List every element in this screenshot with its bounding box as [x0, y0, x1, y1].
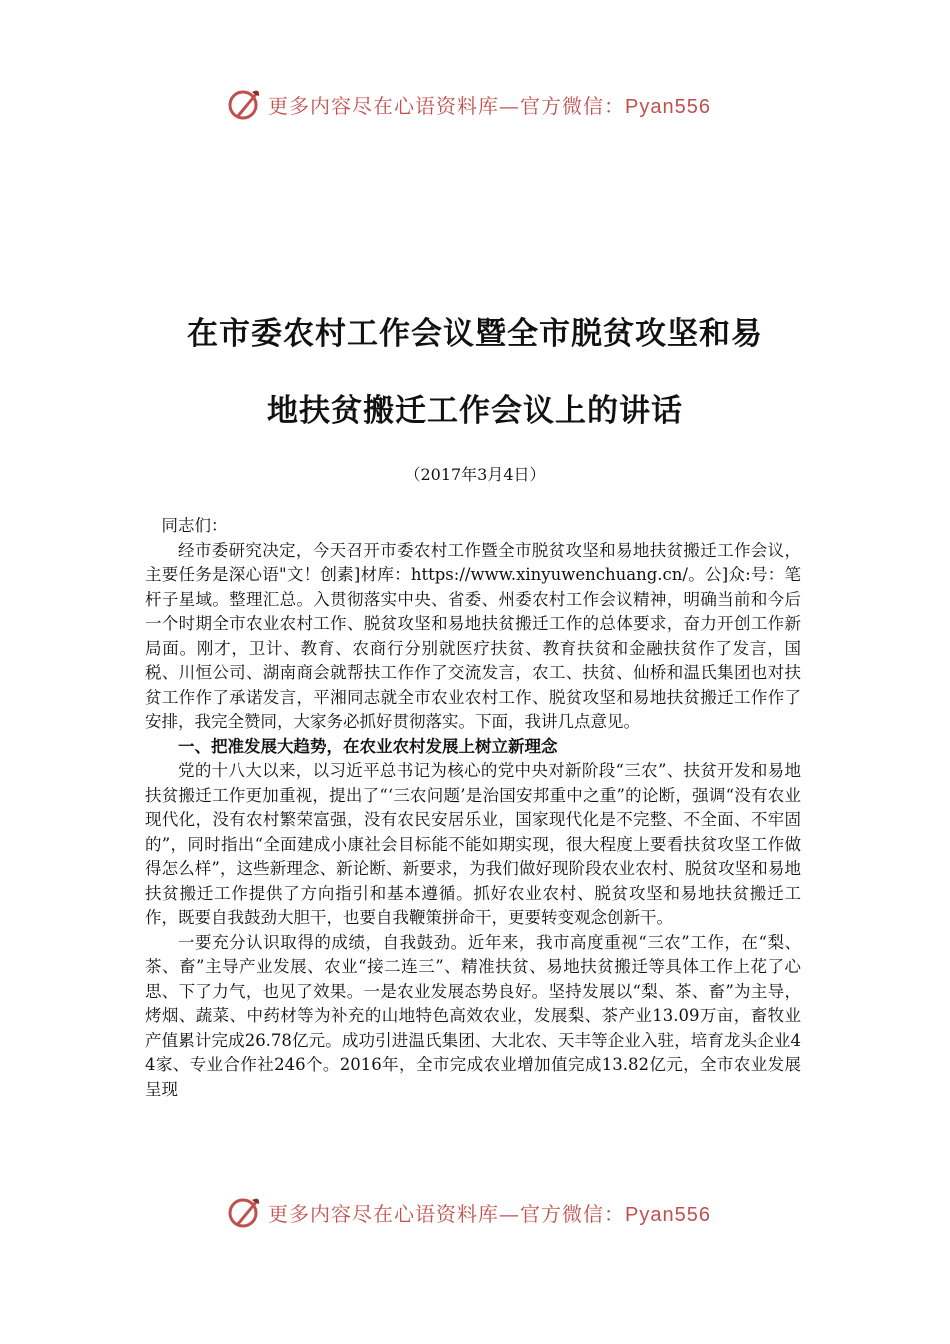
quill-pen-logo-icon	[226, 1194, 262, 1230]
banner-wechat-id: Pyan556	[625, 96, 711, 118]
section-1-heading: 一、把准发展大趋势，在农业农村发展上树立新理念	[178, 736, 558, 756]
banner-text	[268, 1198, 711, 1227]
section-1-paragraph: 党的十八大以来，以习近平总书记为核心的党中央对新阶段“三农”、扶贫开发和易地扶贫搬迁工作更加重视，提出了“‘三农问题’是治国安邦重中之重”的论断，强调“没有农业现代化，没有农村繁荣富强，没有农民安居乐业，国家现代化是不完整、不全面、不牢固的”，同时指出“全面建成小康社会目标能不能如期实现，很大程度上要看扶贫攻坚工作做得怎么样”，这些新理念、新论断、新要求，为我们做好现阶段农业农村、脱贫攻坚和易地扶贫搬迁工作提供了方向指引和基本遵循。抓好农业农村、脱贫攻坚和易地扶贫搬迁工作，既要自我鼓劲大胆干，也要自我鞭策拼命干，更要转变观念创新干。	[145, 761, 801, 927]
section-1-paragraph: 一要充分认识取得的成绩，自我鼓劲。近年来，我市高度重视“三农”工作，在“梨、茶、畜”主导产业发展、农业“接二连三”、精准扶贫、易地扶贫搬迁等具体工作上花了心思、下了力气，也见了效果。一是农业发展态势良好。坚持发展以“梨、茶、畜”为主导，烤烟、蔬菜、中药材等为补充的山地特色高效农业，发展梨、茶产业13.09万亩，畜牧业产值累计完成26.78亿元。成功引进温氏集团、大北农、天丰等企业入驻，培育龙头企业44家、专业合作社246个。2016年，全市完成农业增加值完成13.82亿元，全市农业发展呈现	[145, 932, 801, 1099]
banner-wechat-id: Pyan556	[625, 1204, 711, 1226]
footer-watermark-banner	[0, 1192, 950, 1232]
banner-wechat-label: 官方微信：	[520, 1202, 625, 1226]
banner-library-text: 更多内容尽在心语资料库	[268, 1202, 499, 1226]
banner-text	[268, 90, 711, 119]
document-title-line-2: 地扶贫搬迁工作会议上的讲话	[267, 393, 683, 429]
intro-paragraph: 经市委研究决定，今天召开市委农村工作暨全市脱贫攻坚和易地扶贫搬迁工作会议，主要任务是深心语"文！创素]材库：https://www.xinyuwenchuang.cn/。公]众:号：笔杆子星域。整理汇总。入贯彻落实中央、省委、州委农村工作会议精神，明确当前和今后一个时期全市农业农村工作、脱贫攻坚和易地扶贫搬迁工作的总体要求，奋力开创工作新局面。刚才，卫计、教育、农商行分别就医疗扶贫、教育扶贫和金融扶贫作了发言，国税、川恒公司、湖南商会就帮扶工作作了交流发言，农工、扶贫、仙桥和温氏集团也对扶贫工作作了承诺发言，平湘同志就全市农业农村工作、脱贫攻坚和易地扶贫搬迁工作作了安排，我完全赞同，大家务必抓好贯彻落实。下面，我讲几点意见。	[145, 540, 801, 731]
banner-wechat-label: 官方微信：	[520, 94, 625, 118]
banner-library-text: 更多内容尽在心语资料库	[268, 94, 499, 118]
document-date: （2017年3月4日）	[404, 465, 546, 484]
banner-dash: —	[499, 1202, 520, 1226]
banner-dash: —	[499, 94, 520, 118]
header-watermark-banner	[0, 84, 950, 124]
quill-pen-logo-icon	[226, 86, 262, 122]
document-title-line-1: 在市委农村工作会议暨全市脱贫攻坚和易	[187, 316, 763, 352]
salutation: 同志们：	[161, 516, 228, 535]
document-body	[145, 514, 801, 1102]
